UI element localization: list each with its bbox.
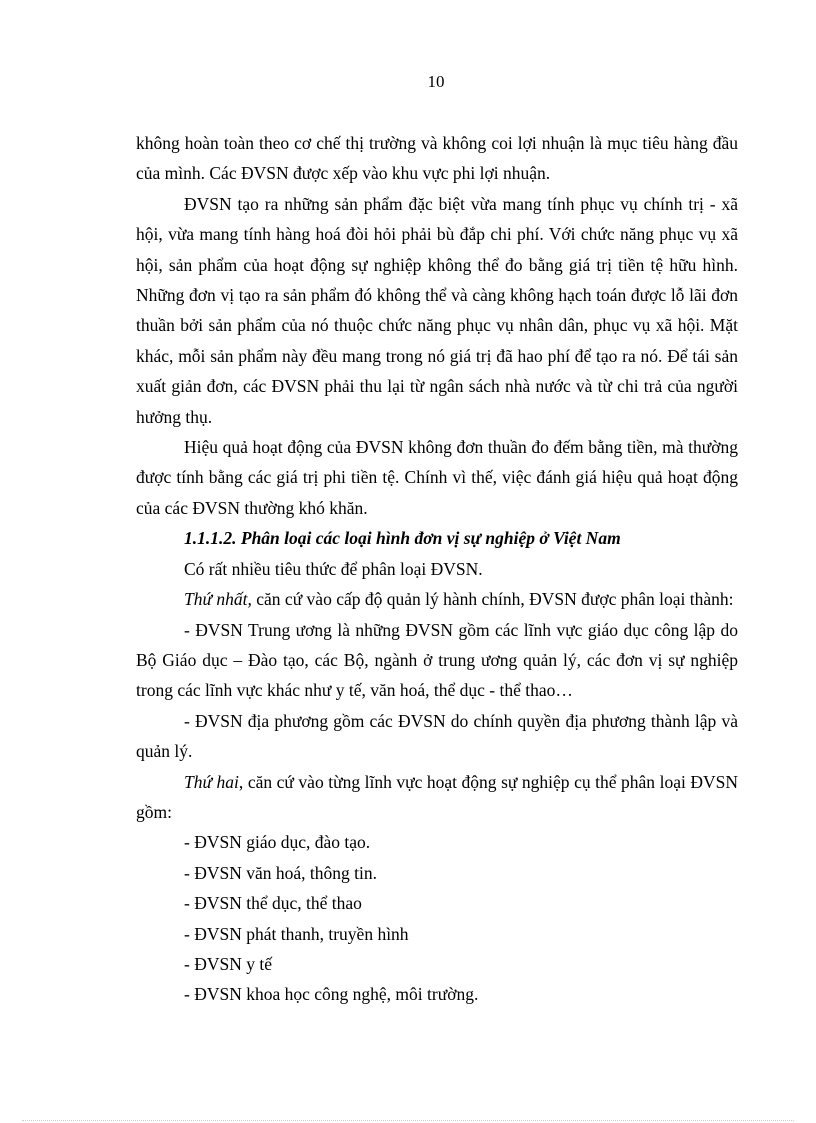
paragraph-second-classification (136, 767, 738, 828)
document-body (136, 128, 738, 1010)
paragraph-central-units: - ĐVSN Trung ương là những ĐVSN gồm các lĩnh vực giáo dục công lập do Bộ Giáo dục – Đào tạo, các Bộ, ngành ở trung ương quản lý, các đơn vị sự nghiệp trong các lĩnh vực khác như y tế, văn hoá, thể dục - thể thao… (136, 619, 738, 701)
list-item: - ĐVSN khoa học công nghệ, môi trường. (184, 984, 479, 1005)
list-item: - ĐVSN văn hoá, thông tin. (184, 862, 377, 883)
page-bottom-rule (22, 1120, 794, 1121)
section-heading: 1.1.1.2. Phân loại các loại hình đơn vị sự nghiệp ở Việt Nam (184, 528, 621, 549)
second-lead: Thứ hai (184, 771, 239, 792)
list-item: - ĐVSN giáo dục, đào tạo. (184, 832, 371, 853)
paragraph-first-classification (136, 584, 738, 614)
page-number: 10 (427, 72, 445, 91)
paragraph-intro-continued: không hoàn toàn theo cơ chế thị trường và không coi lợi nhuận là mục tiêu hàng đầu của mình. Các ĐVSN được xếp vào khu vực phi lợi nhuận. (136, 133, 738, 184)
first-rest: căn cứ vào cấp độ quản lý hành chính, ĐVSN được phân loại thành: (251, 589, 734, 610)
paragraph-criteria: Có rất nhiều tiêu thức để phân loại ĐVSN. (184, 558, 483, 579)
first-lead: Thứ nhất, (184, 589, 252, 610)
list-item: - ĐVSN phát thanh, truyền hình (184, 923, 409, 944)
list-item: - ĐVSN y tế (184, 953, 272, 974)
paragraph-products: ĐVSN tạo ra những sản phẩm đặc biệt vừa mang tính phục vụ chính trị - xã hội, vừa mang tính hàng hoá đòi hỏi phải bù đắp chi phí. Với chức năng phục vụ xã hội, sản phẩm của hoạt động sự nghiệp không thể đo bằng giá trị tiền tệ hữu hình. Những đơn vị tạo ra sản phẩm đó không thể và càng không hạch toán được lỗ lãi đơn thuần bởi sản phẩm của nó thuộc chức năng phục vụ nhân dân, phục vụ xã hội. Mặt khác, mỗi sản phẩm này đều mang trong nó giá trị đã hao phí để tạo ra nó. Để tái sản xuất giản đơn, các ĐVSN phải thu lại từ ngân sách nhà nước và từ chi trả của người hưởng thụ. (136, 193, 738, 427)
paragraph-efficiency: Hiệu quả hoạt động của ĐVSN không đơn thuần đo đếm bằng tiền, mà thường được tính bằng các giá trị phi tiền tệ. Chính vì thế, việc đánh giá hiệu quả hoạt động của các ĐVSN thường khó khăn. (136, 437, 738, 518)
second-rest: , căn cứ vào từng lĩnh vực hoạt động sự nghiệp cụ thể phân loại ĐVSN gồm: (136, 771, 738, 822)
list-item: - ĐVSN thể dục, thể thao (184, 893, 362, 914)
paragraph-local-units: - ĐVSN địa phương gồm các ĐVSN do chính quyền địa phương thành lập và quản lý. (136, 710, 738, 762)
